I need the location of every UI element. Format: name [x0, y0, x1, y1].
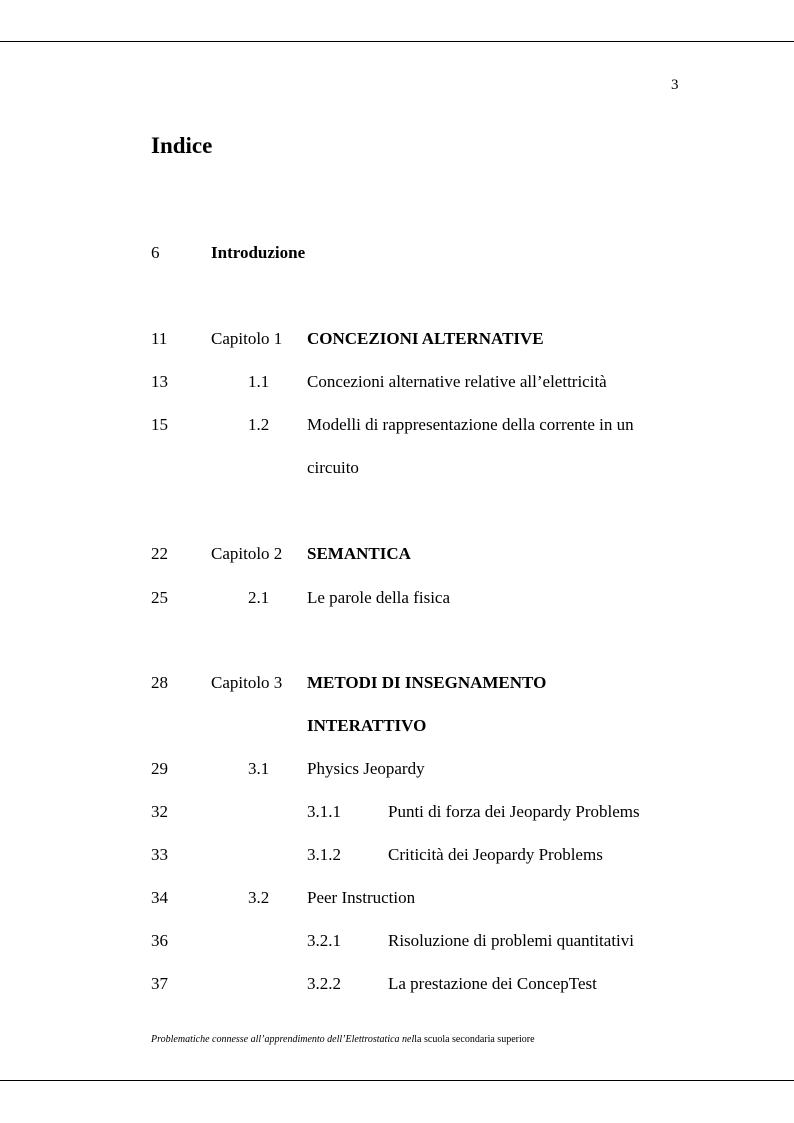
toc-page: 34	[151, 888, 168, 907]
subsection-number: 3.1.1	[307, 802, 341, 821]
section-number: 1.1	[248, 372, 270, 391]
toc-title: Indice	[151, 133, 213, 158]
toc-subsection-3-1-1[interactable]	[0, 802, 794, 830]
section-number: 3.2	[248, 888, 270, 907]
subsection-title: Criticità dei Jeopardy Problems	[388, 845, 603, 864]
subsection-number: 3.2.1	[307, 931, 341, 950]
chapter-title-continued: INTERATTIVO	[307, 716, 427, 735]
toc-section-2-1[interactable]	[0, 588, 794, 616]
toc-section-1-1[interactable]	[0, 372, 794, 400]
chapter-title: CONCEZIONI ALTERNATIVE	[307, 329, 544, 348]
section-title: Le parole della fisica	[307, 588, 451, 607]
toc-chapter-1[interactable]	[0, 329, 794, 357]
toc-section-3-2[interactable]	[0, 888, 794, 916]
toc-page: 36	[151, 931, 168, 950]
section-title: Physics Jeopardy	[307, 759, 425, 778]
toc-subsection-3-2-1[interactable]	[0, 931, 794, 959]
toc-entry-introduction[interactable]	[0, 243, 794, 271]
toc-section-1-2[interactable]	[0, 415, 794, 443]
chapter-title: SEMANTICA	[307, 544, 411, 563]
chapter-label: Capitolo 2	[211, 544, 283, 563]
section-title: Peer Instruction	[307, 888, 416, 907]
chapter-label: Capitolo 3	[211, 673, 283, 692]
toc-page: 37	[151, 974, 168, 993]
page-number: 3	[671, 77, 679, 93]
footer-italic: Problematiche connesse all’apprendimento dell’Elettrostatica nel	[151, 1034, 415, 1045]
toc-page: 13	[151, 372, 168, 391]
toc-chapter-2[interactable]	[0, 544, 794, 572]
subsection-title: Punti di forza dei Jeopardy Problems	[388, 802, 640, 821]
toc-entry-title: Introduzione	[211, 243, 306, 262]
toc-page: 33	[151, 845, 168, 864]
toc-page: 28	[151, 673, 168, 692]
toc-chapter-3-continued	[0, 716, 794, 744]
subsection-number: 3.2.2	[307, 974, 341, 993]
footer-rule	[0, 1080, 794, 1081]
toc-page: 32	[151, 802, 168, 821]
section-title: Modelli di rappresentazione della corrente in un	[307, 415, 634, 434]
section-number: 1.2	[248, 415, 270, 434]
header-rule	[0, 41, 794, 42]
chapter-label: Capitolo 1	[211, 329, 283, 348]
subsection-number: 3.1.2	[307, 845, 341, 864]
section-number: 2.1	[248, 588, 270, 607]
section-title: Concezioni alternative relative all’elettricità	[307, 372, 607, 391]
toc-section-1-2-continued	[0, 458, 794, 486]
section-number: 3.1	[248, 759, 270, 778]
running-footer	[151, 1034, 535, 1045]
subsection-title: La prestazione dei ConcepTest	[388, 974, 597, 993]
footer-normal: la scuola secondaria superiore	[414, 1034, 535, 1045]
toc-page: 6	[151, 243, 160, 262]
section-title-continued: circuito	[307, 458, 359, 477]
toc-page: 29	[151, 759, 168, 778]
toc-page: 15	[151, 415, 168, 434]
toc-page: 22	[151, 544, 168, 563]
toc-section-3-1[interactable]	[0, 759, 794, 787]
toc-chapter-3[interactable]	[0, 673, 794, 701]
subsection-title: Risoluzione di problemi quantitativi	[388, 931, 634, 950]
toc-subsection-3-2-2[interactable]	[0, 974, 794, 1002]
toc-subsection-3-1-2[interactable]	[0, 845, 794, 873]
toc-page: 11	[151, 329, 168, 348]
chapter-title: METODI DI INSEGNAMENTO	[307, 673, 547, 692]
toc-page: 25	[151, 588, 168, 607]
